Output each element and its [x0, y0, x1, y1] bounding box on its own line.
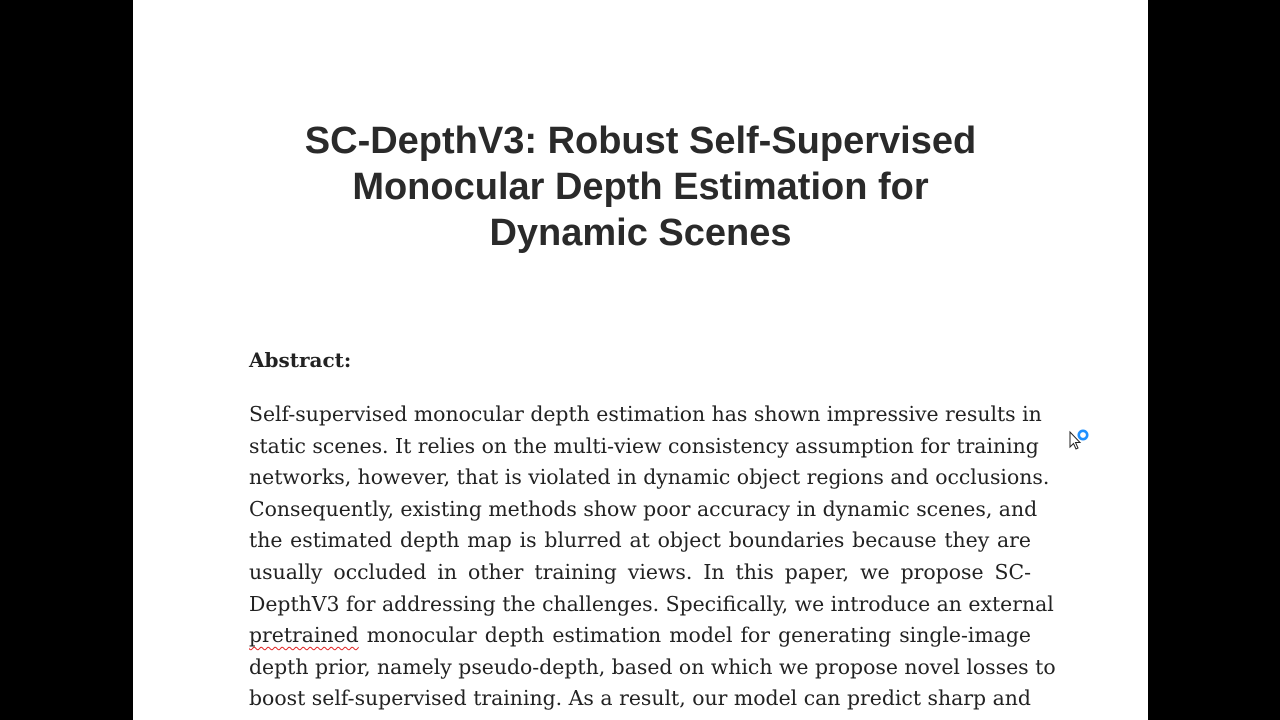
title-line: SC-DepthV3: Robust Self-Supervised — [304, 120, 977, 162]
abstract-heading: Abstract: — [249, 348, 352, 372]
document-page — [133, 0, 1148, 720]
abstract-line: usually occluded in other training views. In this paper, we propose SC- — [249, 559, 1031, 584]
busy-pointer-icon — [1068, 428, 1092, 454]
abstract-body — [249, 399, 1056, 715]
abstract-line: networks, however, that is violated in dynamic object regions and occlusions. — [249, 465, 1050, 490]
abstract-line: the estimated depth map is blurred at object boundaries because they are — [249, 528, 1031, 553]
abstract-line-with-spelling-flag — [249, 620, 1031, 652]
spelling-flagged-word[interactable]: pretrained — [249, 623, 359, 648]
abstract-line: Consequently, existing methods show poor accuracy in dynamic scenes, and — [249, 496, 1038, 521]
title-line: Monocular Depth Estimation for — [352, 166, 929, 208]
abstract-line: Self-supervised monocular depth estimation has shown impressive results in — [249, 402, 1042, 426]
abstract-line: boost self-supervised training. As a result, our model can predict sharp and — [249, 686, 1031, 711]
abstract-line: depth prior, namely pseudo-depth, based on which we propose novel losses to — [249, 654, 1056, 679]
abstract-line: DepthV3 for addressing the challenges. Specifically, we introduce an external — [249, 591, 1054, 616]
paper-title — [133, 118, 1148, 256]
abstract-line-rest: monocular depth estimation model for generating single-image — [366, 623, 1032, 648]
abstract-line: static scenes. It relies on the multi-view consistency assumption for training — [249, 433, 1039, 458]
title-line: Dynamic Scenes — [489, 212, 792, 254]
